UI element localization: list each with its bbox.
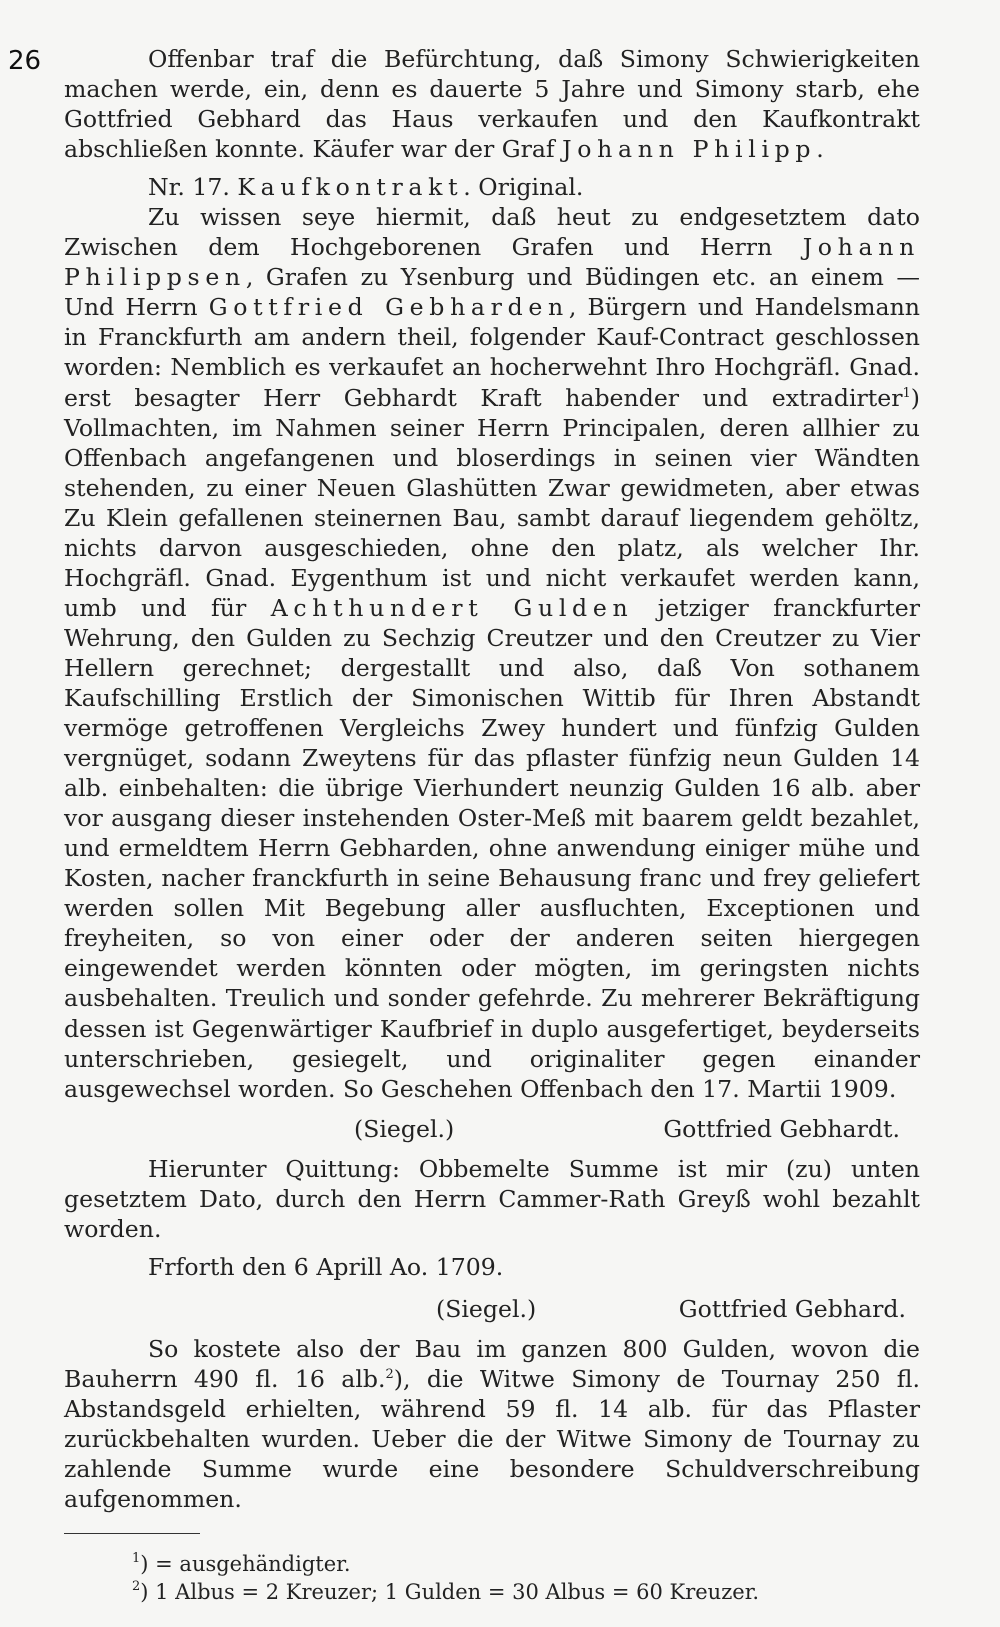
signatory-name: Gottfried Gebhardt. <box>663 1114 900 1143</box>
document-heading: Nr. 17. Kaufkontrakt. Original. <box>148 173 584 202</box>
spaced-name: Johann Philipp <box>562 135 817 164</box>
intro-paragraph: Offenbar traf die Befürchtung, daß Simony Schwierigkeiten machen werde, ein, denn es dauerte 5 Jahre und Simony starb, ehe Gottfried Gebhard das Haus verkaufen und den Kaufkontrakt abschließen konnte. Käufer war der Graf Johann Philipp. <box>64 45 920 164</box>
spaced-name: Johann Philippsen <box>64 233 920 292</box>
seal-mark: (Siegel.) <box>436 1294 537 1323</box>
footnote-ref: 1 <box>902 385 911 401</box>
footnote-divider <box>64 1533 200 1534</box>
spaced-name: Gottfried Gebharden <box>208 293 569 322</box>
receipt-place-date: Frforth den 6 Aprill Ao. 1709. <box>148 1252 504 1281</box>
summary-paragraph: So kostete also der Bau im ganzen 800 Gulden, wovon die Bauherrn 490 fl. 16 alb.$^2$), die Witwe Simony de Tournay 250 fl. Abstandsgeld erhielten, während 59 fl. 14 alb. für das Pflaster zurückbehalten wurden. Ueber die der Witwe Simony de Tournay zu zahlende Summe wurde eine besondere Schuldverschreibung aufgenommen. <box>64 1334 920 1514</box>
footnote-ref: 2 <box>385 1366 394 1382</box>
signature-line-2 <box>64 1294 920 1324</box>
body-text <box>64 44 920 1514</box>
footnote: $^2$) 1 Albus = 2 Kreuzer; 1 Gulden = 30 Albus = 60 Kreuzer. <box>132 1579 760 1604</box>
receipt-paragraph: Hierunter Quittung: Obbemelte Summe ist mir (zu) unten gesetztem Dato, durch den Herrn Cammer-Rath Greyß wohl bezahlt worden. <box>64 1154 920 1243</box>
page-number: 26 <box>8 46 42 76</box>
signature-line-1 <box>64 1114 920 1144</box>
spaced-amount: Achthundert Gulden <box>270 593 634 622</box>
seal-mark: (Siegel.) <box>354 1114 455 1143</box>
footnotes <box>64 1550 920 1606</box>
footnote: $^1$) = ausgehändigter. <box>132 1551 351 1576</box>
contract-paragraph: Zu wissen seye hiermit, daß heut zu endgesetztem dato Zwischen dem Hochgeborenen Grafen und Herrn Johann Philippsen, Grafen zu Ysenburg und Büdingen etc. an einem — Und Herrn Gottfried Gebharden, Bürgern und Handelsmann in Franckfurth am andern theil, folgender Kauf-Contract geschlossen worden: Nemblich es verkaufet an hocherwehnt Ihro Hochgräfl. Gnad. erst besagter Herr Gebhardt Kraft habender und extradirter$^1$) Vollmachten, im Nahmen seiner Herrn Principalen, deren allhier zu Offenbach angefangenen und bloserdings in seinen vier Wändten stehenden, zu einer Neuen Glashütten Zwar gewidmeten, aber etwas Zu Klein gefallenen steinernen Bau, sambt darauf liegendem gehöltz, nichts darvon ausgeschieden, ohne den platz, als welcher Ihr. Hochgräfl. Gnad. Eygenthum ist und nicht verkaufet werden kann, umb und für Achthundert Gulden jetziger franckfurter Wehrung, den Gulden zu Sechzig Creutzer und den Creutzer zu Vier Hellern gerechnet; dergestallt und also, daß Von sothanem Kaufschilling Erstlich der Simonischen Wittib für Ihren Abstandt vermöge getroffenen Vergleichs Zwey hundert und fünfzig Gulden vergnüget, sodann Zweytens für das pflaster fünfzig neun Gulden 14 alb. einbehalten: die übrige Vierhundert neunzig Gulden 16 alb. aber vor ausgang dieser instehenden Oster-Meß mit baarem geldt bezahlet, und ermeldtem Herrn Gebharden, ohne anwendung einiger mühe und Kosten, nacher franckfurth in seine Behausung franc und frey geliefert werden sollen Mit Begebung aller ausfluchten, Exceptionen und freyheiten, so von einer oder der anderen seiten hiergegen eingewendet werden könnten oder mögten, im geringsten nichts ausbehalten. Treulich und sonder gefehrde. Zu mehrerer Bekräftigung dessen ist Gegenwärtiger Kaufbrief in duplo ausgefertiget, beyderseits unterschrieben, gesiegelt, und originaliter gegen einander ausgewechsel worden. So Geschehen Offenbach den 17. Martii 1909. <box>64 203 920 1103</box>
signatory-name: Gottfried Gebhard. <box>678 1294 906 1323</box>
